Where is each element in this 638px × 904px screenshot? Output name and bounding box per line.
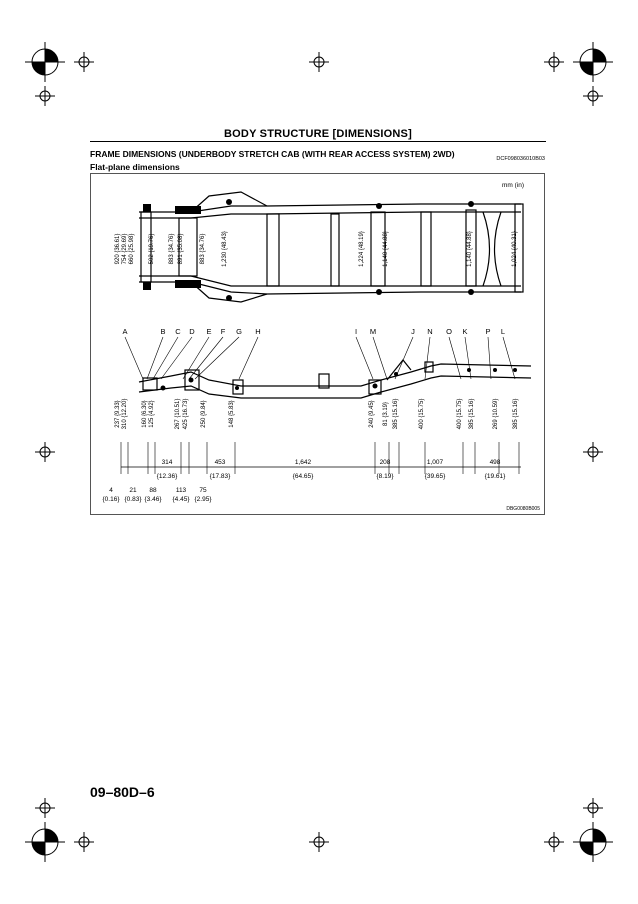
point-label-m: M [369,327,377,336]
point-label-j: J [411,327,415,336]
horizontal-dimension-value: 1,007 [426,459,444,466]
side-dimension-label: 81 {3.19} [383,401,389,427]
side-dimension-label: 400 {15.75} [419,398,425,430]
bottom-dimension-value: 4 [109,487,113,494]
side-dimension-label: 148 {5.83} [229,400,235,428]
side-dimension-label: 240 {9.45} [369,400,375,428]
section-title: FRAME DIMENSIONS (UNDERBODY STRETCH CAB (WITH REAR ACCESS SYSTEM) 2WD) [90,149,455,159]
point-label-a: A [122,327,128,336]
leader-line [465,337,471,379]
horizontal-dimension-value: 208 [379,459,391,466]
bottom-dimension-inches: {0.83} [124,496,142,503]
side-dimension-label: 160 {6.30} [142,400,148,428]
point-label-o: O [446,327,452,336]
point-label-h: H [255,327,261,336]
side-dimension-label: 400 {15.75} [457,398,463,430]
side-dimension-label: 237 {9.33} [115,400,121,428]
bottom-dimension-inches: {3.46} [144,496,162,503]
horizontal-dimension-inches: {12.36} [156,473,178,480]
horizontal-dimension-inches: {8.19} [376,473,394,480]
top-dimension-label: 891 {35.08} [178,233,184,265]
bottom-dimension-value: 21 [129,487,137,494]
point-label-d: D [189,327,195,336]
dimension-annotations [103,231,522,503]
leader-line [183,337,209,379]
leader-line [195,337,239,379]
section-subtitle: Flat-plane dimensions [90,162,180,172]
horizontal-dimension-value: 1,642 [294,459,312,466]
leader-line [239,337,258,379]
leader-line [125,337,143,379]
top-dimension-label: 1,230 {48.43} [222,231,228,267]
side-dimension-label: 269 {10.59} [493,398,499,430]
point-label-e: E [206,327,212,336]
units-label: mm (in) [501,182,524,189]
side-dimension-label: 250 {9.84} [201,400,207,428]
horizontal-dimension-value: 453 [214,459,226,466]
page-header-title: BODY STRUCTURE [DIMENSIONS] [224,128,412,140]
leader-line [503,337,515,379]
horizontal-dimension-value: 498 [489,459,501,466]
top-dimension-label: 754 {29.69} [122,233,128,265]
horizontal-dimension-value: 314 [161,459,173,466]
side-dimension-label: 125 {4.92} [149,400,155,428]
frame-side-details [161,368,518,391]
point-label-f: F [220,327,226,336]
document-code: DCF098036010B03 [496,156,545,162]
side-dimension-label: 310 {12.20} [122,398,128,430]
horizontal-dimension-inches: {17.83} [209,473,231,480]
horizontal-dimension-inches: {39.65} [424,473,446,480]
leader-line [189,337,223,379]
top-dimension-label: 1,140 {44.88} [383,231,389,267]
point-label-k: K [462,327,468,336]
leader-line [373,337,387,379]
bottom-dimension-inches: {0.16} [102,496,120,503]
figure-code: DBG0080B005 [506,506,540,512]
leader-line [488,337,491,379]
bottom-dimension-value: 75 [199,487,207,494]
top-dimension-label: 883 {34.76} [200,233,206,265]
side-dimension-label: 425 {16.73} [183,398,189,430]
point-label-g: G [236,327,242,336]
frame-side-view [139,360,531,398]
bottom-dimension-inches: {2.95} [194,496,212,503]
side-dimension-label: 385 {15.16} [393,398,399,430]
top-dimension-label: 502 {19.76} [149,233,155,265]
horizontal-dimension-inches: {19.61} [484,473,506,480]
leader-line [147,337,163,379]
bottom-dimension-value: 113 [175,487,187,494]
page-number: 09–80D–6 [90,784,155,800]
frame-diagram [91,174,546,516]
top-dimension-label: 1,224 {48.19} [359,231,365,267]
top-dimension-label: 883 {34.76} [169,233,175,265]
horizontal-dimension-inches: {64.65} [292,473,314,480]
leader-line [449,337,461,379]
leader-line [356,337,373,379]
bottom-dimension-inches: {4.45} [172,496,190,503]
top-dimension-label: 660 {25.98} [129,233,135,265]
top-dimension-label: 920 {36.61} [115,233,121,265]
point-label-l: L [500,327,506,336]
header-rule [90,141,546,142]
point-label-p: P [485,327,491,336]
top-dimension-label: 1,140 {44.88} [467,231,473,267]
side-dimension-label: 385 {15.16} [513,398,519,430]
top-dimension-label: 1,024 {40.31} [512,231,518,267]
side-dimension-label: 267 {10.51} [175,398,181,430]
point-label-i: I [354,327,358,336]
side-dimension-label: 385 {15.16} [469,398,475,430]
point-label-n: N [427,327,433,336]
point-label-b: B [160,327,166,336]
bottom-dimension-value: 88 [149,487,157,494]
frame-dimensions-figure [90,173,545,515]
point-label-c: C [175,327,181,336]
leader-line [425,337,430,379]
